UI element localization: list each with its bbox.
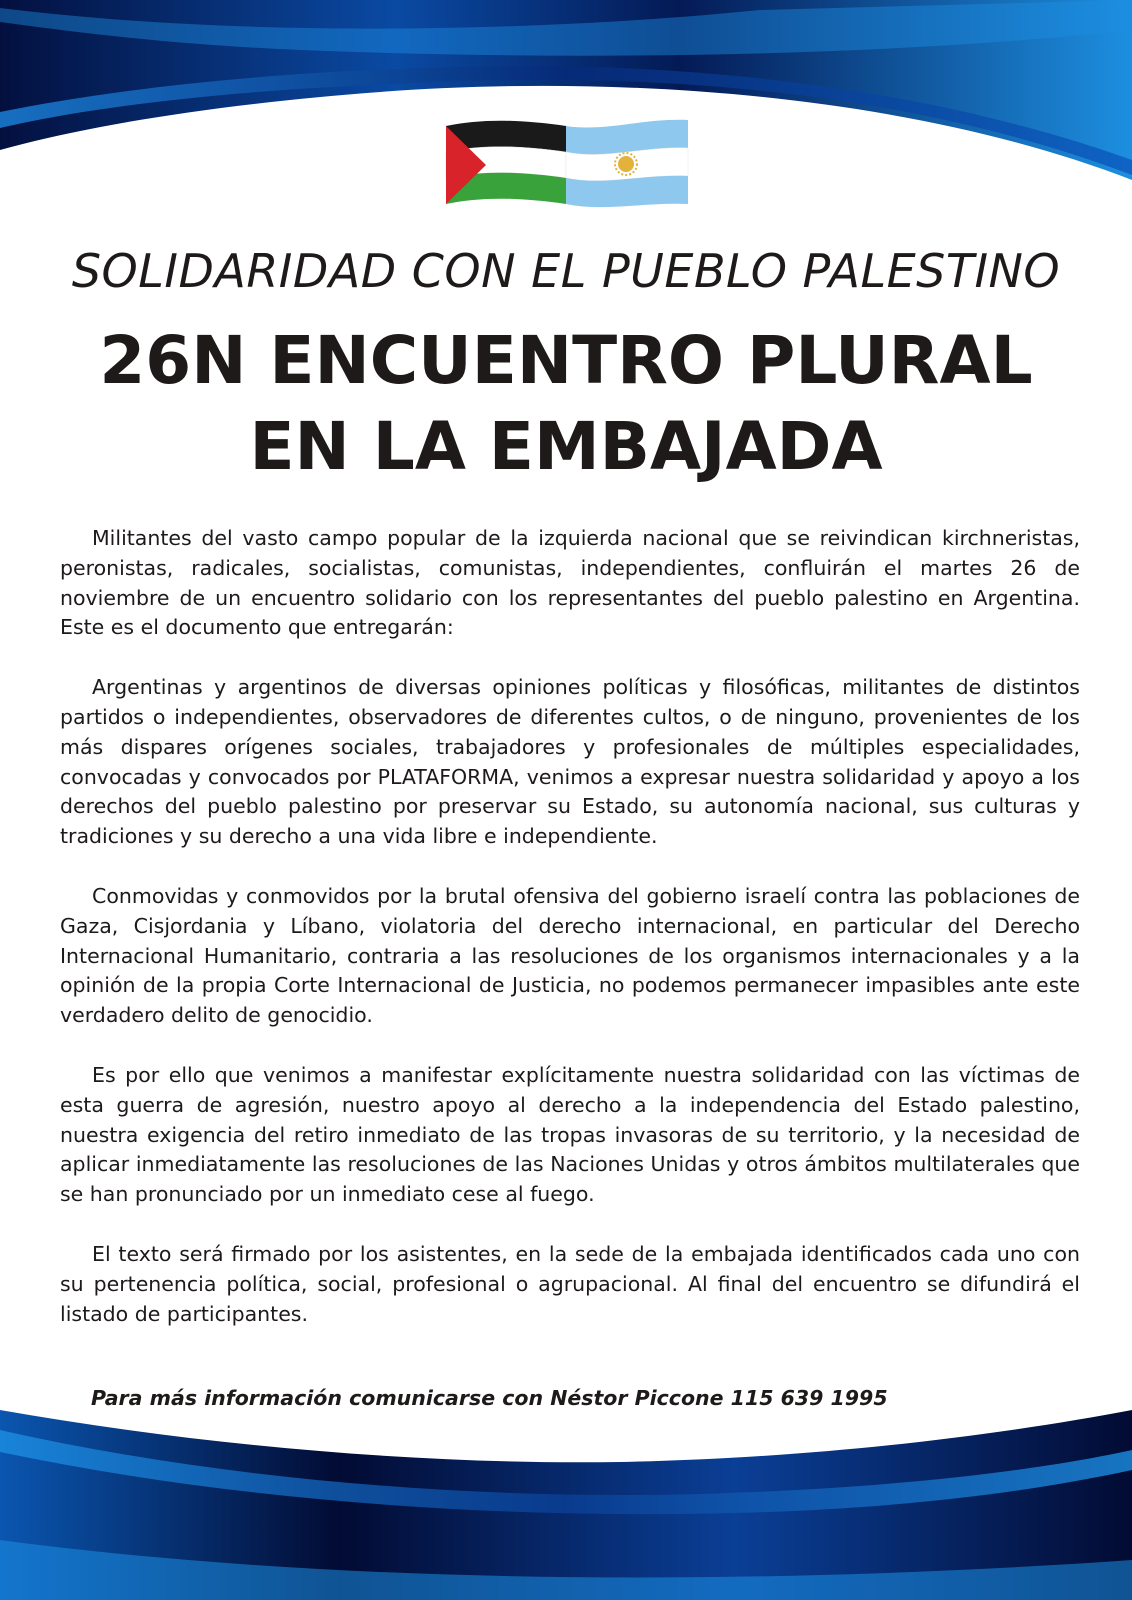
- bottom-wave-decoration: [0, 1390, 1132, 1600]
- document-body: [60, 524, 1080, 1359]
- paragraph-4: Es por ello que venimos a manifestar explícitamente nuestra solidaridad con las víctimas de esta guerra de agresión, nuestro apoyo al derecho a la independencia del Estado palestino, nuestra exigencia del retiro inmediato de las tropas invasoras de su territorio, y la necesidad de aplicar inmediatamente las resoluciones de las Naciones Unidas y otros ámbitos multilaterales que se han pronunciado por un inmediato cese al fuego.: [60, 1062, 1080, 1207]
- argentina-flag-icon: [566, 120, 688, 207]
- flags-graphic: [444, 116, 690, 208]
- palestine-flag-icon: [446, 121, 566, 204]
- contact-info: Para más información comunicarse con Néstor Piccone 115 639 1995: [91, 1386, 888, 1410]
- headline-line-1: 26N ENCUENTRO PLURAL: [99, 322, 1033, 399]
- paragraph-5: El texto será firmado por los asistentes, en la sede de la embajada identificados cada uno con su pertenencia política, social, profesional o agrupacional. Al final del encuentro se difundirá el listado de participantes.: [60, 1241, 1080, 1326]
- subtitle: SOLIDARIDAD CON EL PUEBLO PALESTINO: [71, 244, 1061, 298]
- paragraph-2: Argentinas y argentinos de diversas opiniones políticas y filosóficas, militantes de distintos partidos o independientes, observadores de diferentes cultos, o de ninguno, provenientes de los más dispares orígenes sociales, trabajadores y profesionales de múltiples especialidades, convocadas y convocados por PLATAFORMA, venimos a expresar nuestra solidaridad y apoyo a los derechos del pueblo palestino por preservar su Estado, su autonomía nacional, sus culturas y tradiciones y su derecho a una vida libre e independiente.: [60, 675, 1080, 849]
- headline-line-2: EN LA EMBAJADA: [249, 408, 883, 485]
- paragraph-1: Militantes del vasto campo popular de la izquierda nacional que se reivindican kirchneristas, peronistas, radicales, socialistas, comunistas, independientes, confluirán el martes 26 de noviembre de un encuentro solidario con los representantes del pueblo palestino en Argentina. Este es el documento que entregarán:: [60, 526, 1080, 640]
- paragraph-3: Conmovidas y conmovidos por la brutal ofensiva del gobierno israelí contra las poblaciones de Gaza, Cisjordania y Líbano, violatoria del derecho internacional, en particular del Derecho Internacional Humanitario, contraria a las resoluciones de los organismos internacionales y a la opinión de la propia Corte Internacional de Justicia, no podemos permanecer impasibles ante este verdadero delito de genocidio.: [60, 883, 1080, 1028]
- headline: [0, 318, 1132, 490]
